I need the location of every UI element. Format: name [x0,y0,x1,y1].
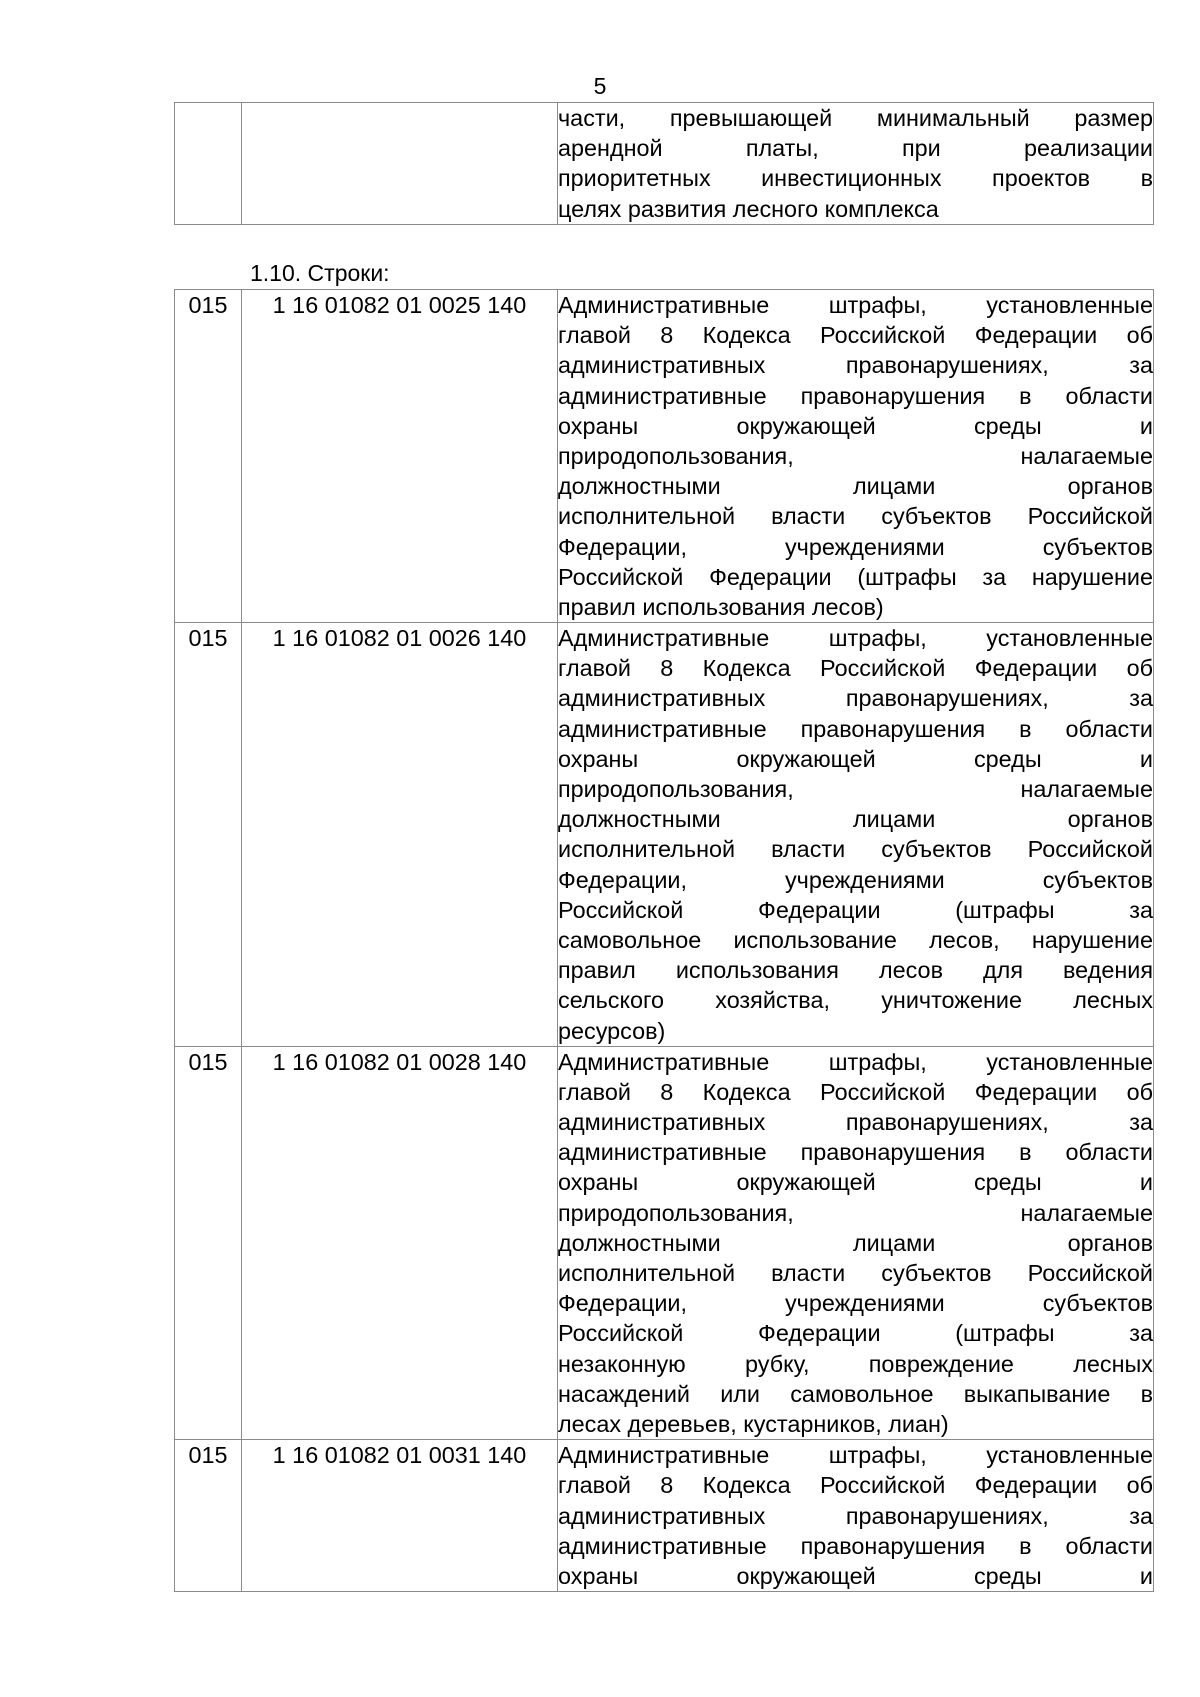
description-line: охраны окружающей среды и [558,412,1153,439]
admin-code-cell: 015 [175,623,242,1047]
admin-code-cell [175,103,242,225]
description-line: главой 8 Кодекса Российской Федерации об [558,1078,1153,1105]
description-line: Административные штрафы, установленные [558,625,1153,652]
description-line: Федерации, учреждениями субъектов [558,866,1153,893]
description-line: незаконную рубку, повреждение лесных [558,1350,1153,1377]
description-line: сельского хозяйства, уничтожение лесных [558,987,1153,1014]
description-cell [558,1046,1154,1439]
description-line: части, превышающей минимальный размер [558,105,1153,131]
admin-code-cell: 015 [175,1046,242,1439]
description-line: должностными лицами органов [558,806,1153,833]
budget-classification-code-cell: 1 16 01082 01 0028 140 [242,1046,558,1439]
description-line: самовольное использование лесов, нарушение [558,926,1153,953]
description-cell [558,103,1154,225]
continuation-table-body [175,103,1154,225]
description-line: приоритетных инвестиционных проектов в [558,165,1153,192]
section-heading: 1.10. Строки: [250,260,390,286]
description-line: природопользования, налагаемые [558,776,1153,802]
description-line: Федерации, учреждениями субъектов [558,533,1153,560]
description-line: исполнительной власти субъектов Российской [558,503,1153,530]
budget-classification-code-cell: 1 16 01082 01 0025 140 [242,290,558,623]
budget-codes-table-body [175,290,1154,1592]
table-row [175,1440,1154,1592]
description-line: административные правонарушения в области [558,1532,1153,1559]
description-line: должностными лицами органов [558,1229,1153,1256]
page-number: 5 [593,73,607,99]
table-row [175,1046,1154,1439]
description-line: целях развития лесного комплекса [558,195,939,222]
description-line: административные правонарушения в области [558,382,1153,409]
description-line: Федерации, учреждениями субъектов [558,1290,1153,1317]
description-line: охраны окружающей среды и [558,1169,1153,1196]
description-line: охраны окружающей среды и [558,1562,1153,1589]
table-row [175,290,1154,623]
description-line: главой 8 Кодекса Российской Федерации об [558,655,1153,682]
budget-codes-table [174,289,1154,1592]
description-line: административных правонарушениях, за [558,1502,1153,1529]
description-line: административных правонарушениях, за [558,1109,1153,1136]
description-cell [558,290,1154,623]
table-row [175,103,1154,225]
description-line: охраны окружающей среды и [558,745,1153,772]
description-cell [558,623,1154,1047]
description-line: административные правонарушения в области [558,715,1153,742]
description-line: Российской Федерации (штрафы за нарушение [558,563,1153,590]
description-line: должностными лицами органов [558,473,1153,500]
description-line: природопользования, налагаемые [558,442,1153,469]
description-line: насаждений или самовольное выкапывание в [558,1380,1153,1407]
description-line: административных правонарушениях, за [558,352,1153,379]
description-line: правил использования лесов) [558,593,884,620]
description-line: Российской Федерации (штрафы за [558,896,1153,923]
description-line: ресурсов) [558,1017,666,1044]
continuation-table [174,102,1154,225]
description-line: административные правонарушения в области [558,1139,1153,1166]
description-line: исполнительной власти субъектов Российской [558,836,1153,863]
description-line: арендной платы, при реализации [558,135,1153,162]
description-line: Российской Федерации (штрафы за [558,1320,1153,1347]
description-line: Административные штрафы, установленные [558,1048,1153,1075]
description-line: правил использования лесов для ведения [558,957,1153,984]
description-line: Административные штрафы, установленные [558,292,1153,318]
admin-code-cell: 015 [175,290,242,623]
table-row [175,623,1154,1047]
description-line: административных правонарушениях, за [558,685,1153,712]
budget-classification-code-cell: 1 16 01082 01 0026 140 [242,623,558,1047]
budget-classification-code-cell: 1 16 01082 01 0031 140 [242,1440,558,1592]
budget-classification-code-cell [242,103,558,225]
description-line: исполнительной власти субъектов Российской [558,1260,1153,1286]
description-cell [558,1440,1154,1592]
description-line: главой 8 Кодекса Российской Федерации об [558,322,1153,349]
description-line: главой 8 Кодекса Российской Федерации об [558,1472,1153,1499]
admin-code-cell: 015 [175,1440,242,1592]
description-line: лесах деревьев, кустарников, лиан) [558,1410,949,1437]
description-line: Административные штрафы, установленные [558,1442,1153,1469]
description-line: природопользования, налагаемые [558,1199,1153,1226]
